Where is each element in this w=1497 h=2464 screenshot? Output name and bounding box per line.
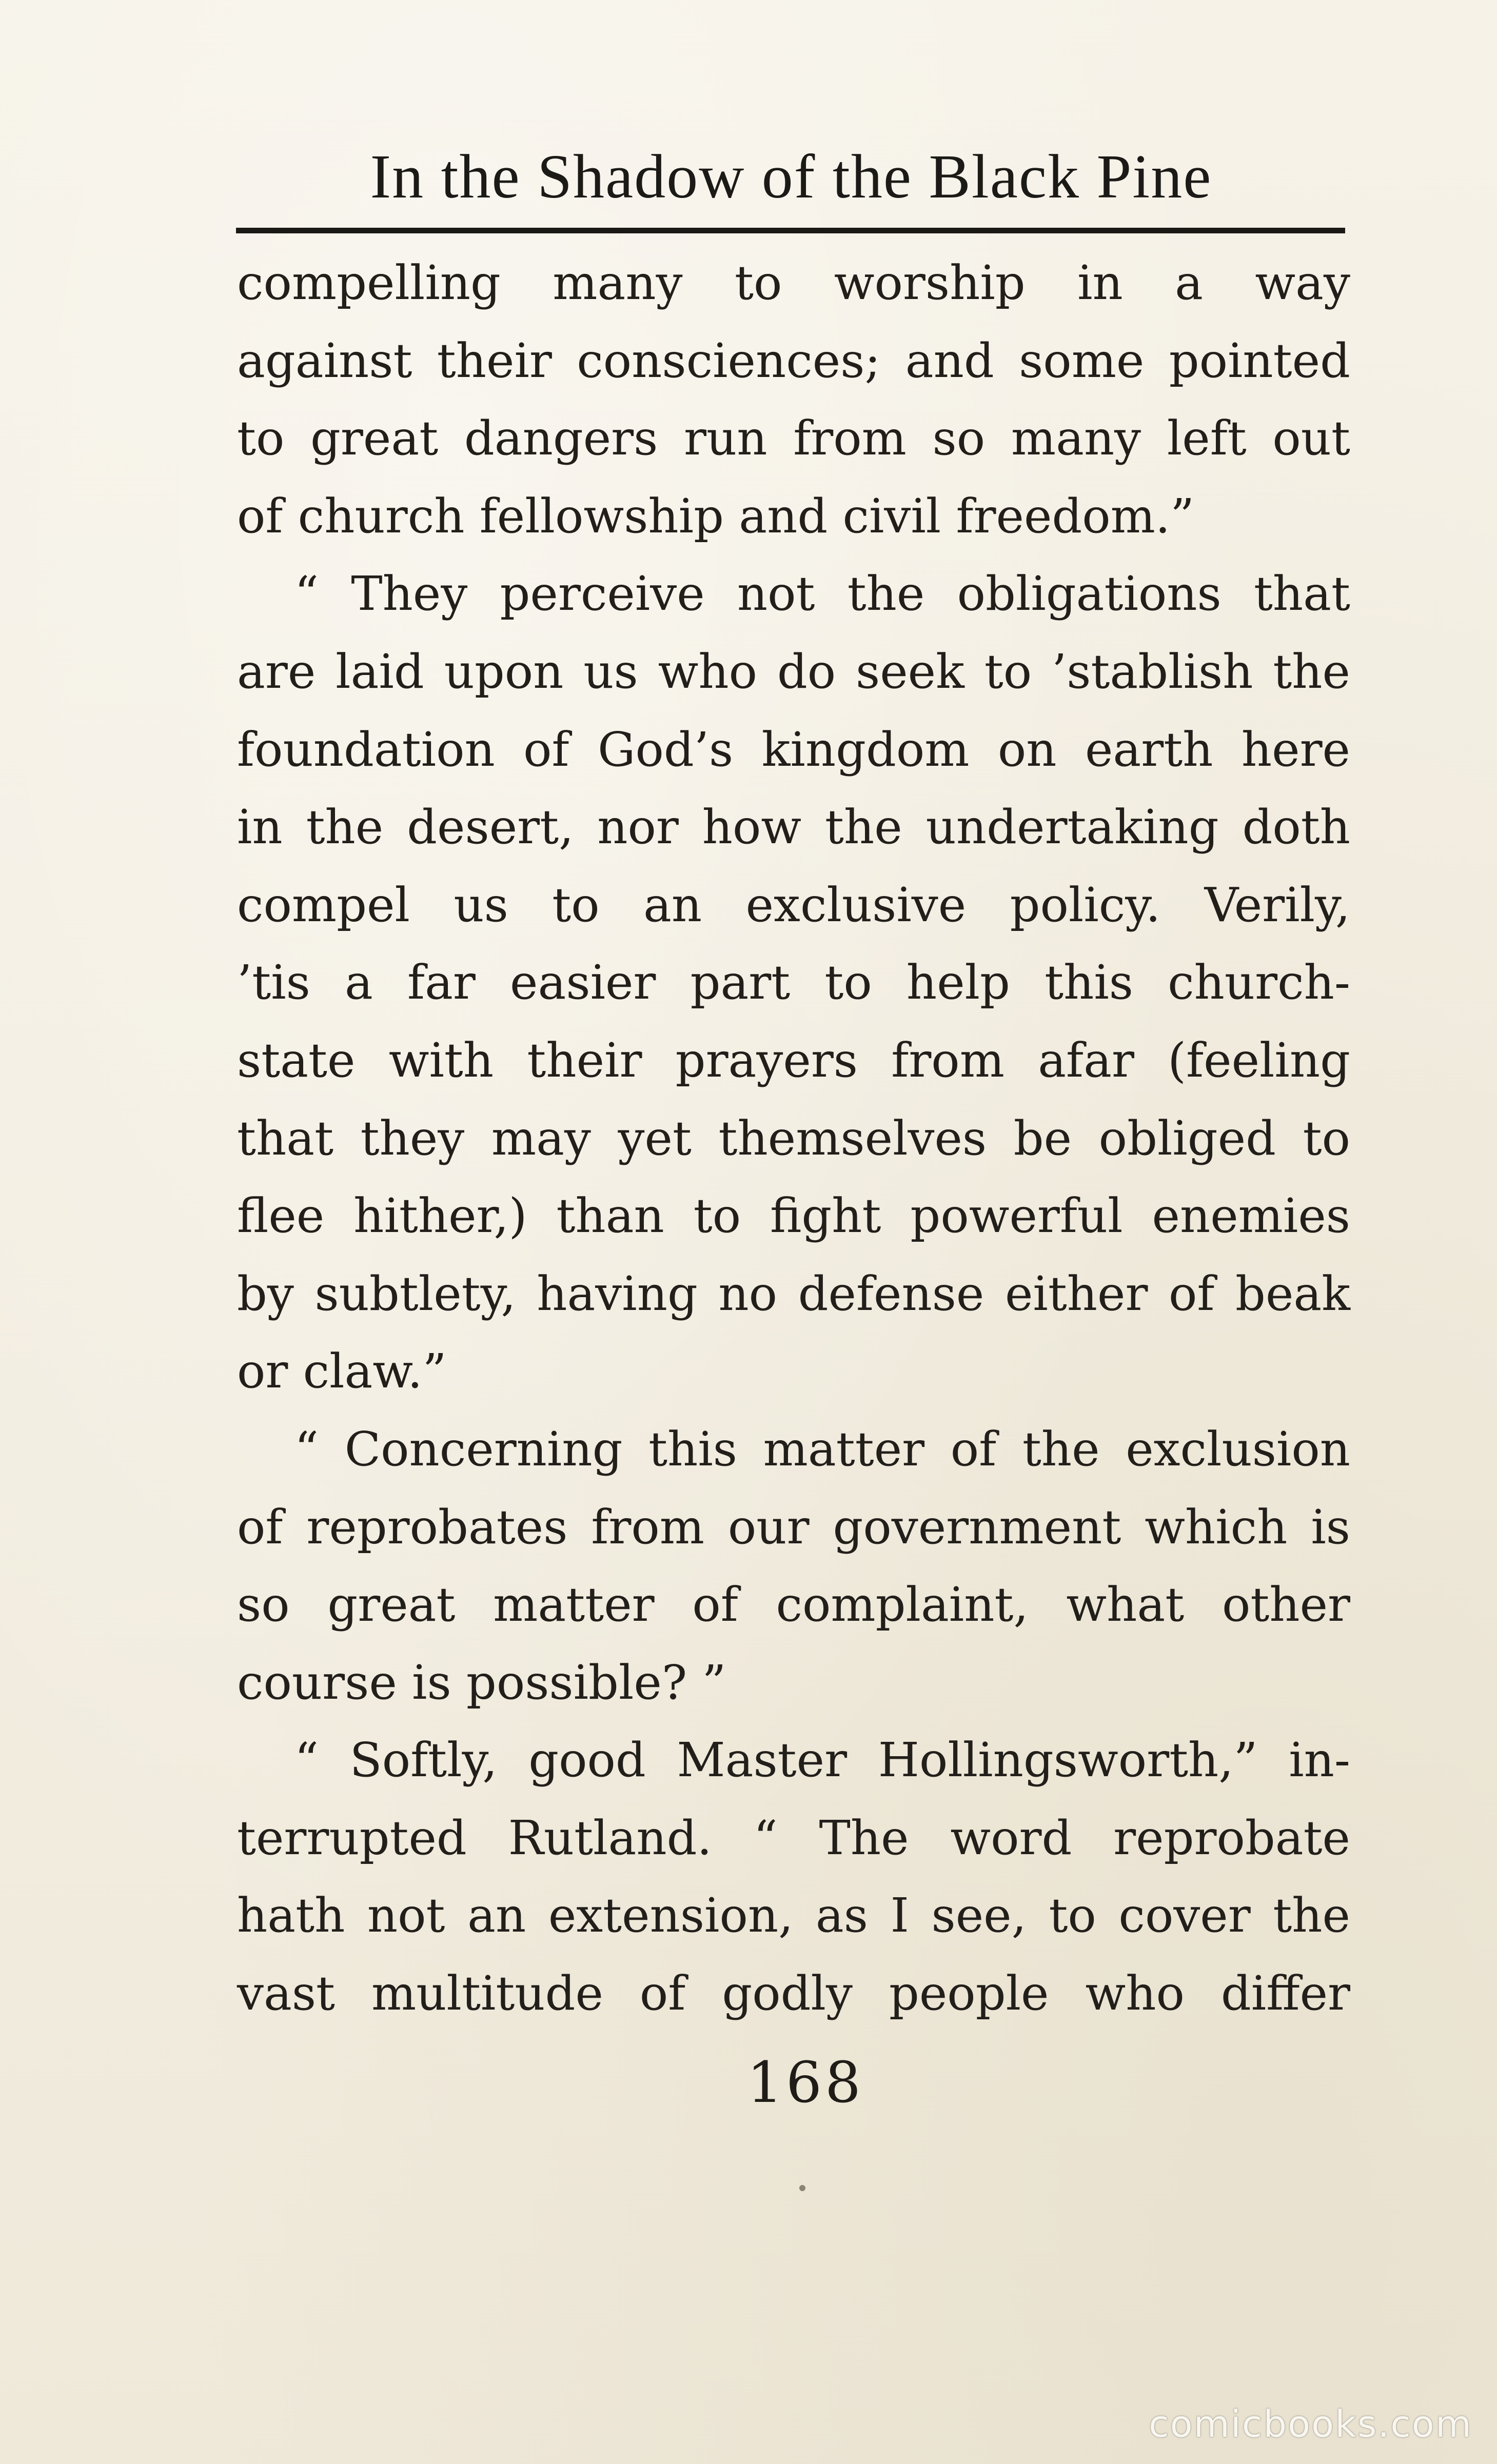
text-line: hath not an extension, as I see, to cover the [237,1888,1350,1943]
text-line: course is possible? ” [237,1655,726,1710]
body-text [237,244,1350,2033]
text-line: to great dangers run from so many left out [237,411,1350,466]
text-line: state with their prayers from afar (feeling [237,1032,1350,1088]
text-line: so great matter of complaint, what other [237,1577,1350,1633]
text-line: foundation of God’s kingdom on earth here [237,722,1350,777]
text-line: that they may yet themselves be obliged to [237,1110,1350,1166]
text-line: “ Concerning this matter of the exclusion [294,1421,1350,1477]
text-line: flee hither,) than to fight powerful enemies [237,1188,1350,1244]
watermark: comicbooks.com [1148,2402,1472,2446]
text-line: compelling many to worship in a way [237,255,1350,310]
text-line: in the desert, nor how the undertaking doth [237,800,1350,855]
print-speck [799,2185,805,2191]
running-header: In the Shadow of the Black Pine [370,142,1212,211]
header-rule [236,228,1345,233]
page-number: 168 [747,2050,864,2115]
text-line: “ They perceive not the obligations that [294,566,1350,622]
text-line: of reprobates from our government which is [237,1499,1350,1555]
text-line: “ Softly, good Master Hollingsworth,” in- [294,1733,1350,1788]
text-line: are laid upon us who do seek to ’stablish the [237,644,1350,699]
text-line: by subtlety, having no defense either of beak [237,1266,1350,1321]
text-line: or claw.” [237,1344,447,1399]
text-line: terrupted Rutland. “ The word reprobate [237,1810,1350,1865]
text-line: against their consciences; and some pointed [237,333,1350,388]
text-line: of church fellowship and civil freedom.” [237,488,1195,544]
text-line: compel us to an exclusive policy. Verily, [237,877,1350,932]
text-line: ’tis a far easier part to help this church- [237,955,1350,1010]
text-line: vast multitude of godly people who differ [237,1966,1350,2021]
